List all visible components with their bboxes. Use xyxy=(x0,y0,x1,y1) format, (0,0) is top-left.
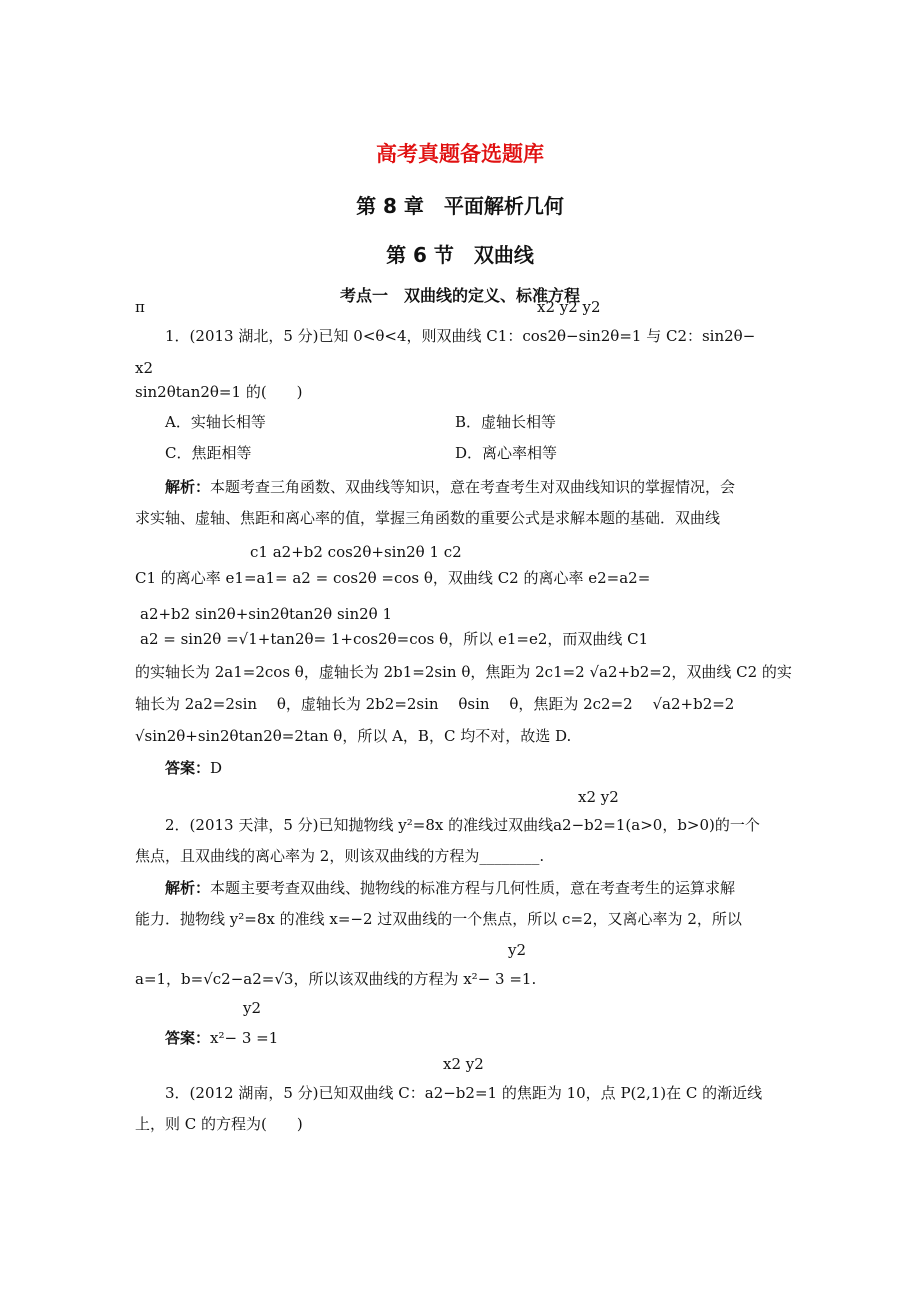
line-text: D xyxy=(210,759,223,777)
line-text: 本题主要考查双曲线、抛物线的标准方程与几何性质，意在考查考生的运算求解 xyxy=(210,879,736,897)
text-line: x2 y2 y2 xyxy=(537,298,601,316)
chapter-heading: 第 8 章 平面解析几何 xyxy=(356,194,564,218)
text-line: 焦点，且双曲线的离心率为 2，则该双曲线的方程为________. xyxy=(135,847,545,865)
text-line xyxy=(165,477,735,497)
text-line: 的实轴长为 2a1=2cos θ，虚轴长为 2b1=2sin θ，焦距为 2c1=2 √a2+b2=2，双曲线 C2 的实 xyxy=(135,663,792,681)
text-line: a=1，b=√c2−a2=√3，所以该双曲线的方程为 x²− 3 =1. xyxy=(135,970,537,988)
text-line: 1．(2013 湖北，5 分)已知 0<θ<4，则双曲线 C1：cos2θ−sin2θ=1 与 C2：sin2θ− xyxy=(165,327,756,345)
text-line: x2 y2 xyxy=(578,788,619,806)
label-text: 解析： xyxy=(165,879,211,897)
text-line: x2 xyxy=(135,359,154,377)
doc-title: 高考真题备选题库 xyxy=(376,142,544,166)
text-line: y2 xyxy=(508,941,527,959)
text-line: 2．(2013 天津，5 分)已知抛物线 y²=8x 的准线过双曲线a2−b2=1(a>0，b>0)的一个 xyxy=(165,816,760,834)
text-line: a2 = sin2θ =√1+tan2θ= 1+cos2θ=cos θ，所以 e1=e2，而双曲线 C1 xyxy=(140,630,649,648)
label-text: 答案： xyxy=(165,1029,211,1047)
text-line xyxy=(165,878,735,898)
text-line xyxy=(165,1028,278,1048)
text-line: 轴长为 2a2=2sin θ，虚轴长为 2b2=2sin θsin θ，焦距为 2c2=2 √a2+b2=2 xyxy=(135,695,735,713)
text-line: 求实轴、虚轴、焦距和离心率的值，掌握三角函数的重要公式是求解本题的基础．双曲线 xyxy=(135,509,721,527)
text-line: C．焦距相等 xyxy=(165,444,252,462)
text-line: B．虚轴长相等 xyxy=(455,413,557,431)
text-line: y2 xyxy=(243,999,262,1017)
text-line: √sin2θ+sin2θtan2θ=2tan θ，所以 A，B，C 均不对，故选 D. xyxy=(135,727,572,745)
text-line xyxy=(165,758,222,778)
text-line: 3．(2012 湖南，5 分)已知双曲线 C：a2−b2=1 的焦距为 10，点 P(2,1)在 C 的渐近线 xyxy=(165,1084,763,1102)
text-line: 能力．抛物线 y²=8x 的准线 x=−2 过双曲线的一个焦点，所以 c=2，又离心率为 2，所以 xyxy=(135,910,742,928)
line-text: x²− 3 =1 xyxy=(210,1029,279,1047)
label-text: 答案： xyxy=(165,759,211,777)
text-line: C1 的离心率 e1=a1= a2 = cos2θ =cos θ，双曲线 C2 的离心率 e2=a2= xyxy=(135,569,651,587)
topic-heading: 考点一 双曲线的定义、标准方程 xyxy=(339,286,580,305)
text-line: A．实轴长相等 xyxy=(165,413,266,431)
section-heading: 第 6 节 双曲线 xyxy=(386,243,534,267)
line-text: 本题考查三角函数、双曲线等知识，意在考查考生对双曲线知识的掌握情况，会 xyxy=(210,478,736,496)
text-line: 上，则 C 的方程为( ) xyxy=(135,1115,303,1133)
text-line: c1 a2+b2 cos2θ+sin2θ 1 c2 xyxy=(250,543,462,561)
text-line: x2 y2 xyxy=(443,1055,484,1073)
text-line: π xyxy=(135,298,145,316)
label-text: 解析： xyxy=(165,478,211,496)
text-line: sin2θtan2θ=1 的( ) xyxy=(135,383,303,401)
text-line: a2+b2 sin2θ+sin2θtan2θ sin2θ 1 xyxy=(140,605,393,623)
text-line: D．离心率相等 xyxy=(455,444,558,462)
